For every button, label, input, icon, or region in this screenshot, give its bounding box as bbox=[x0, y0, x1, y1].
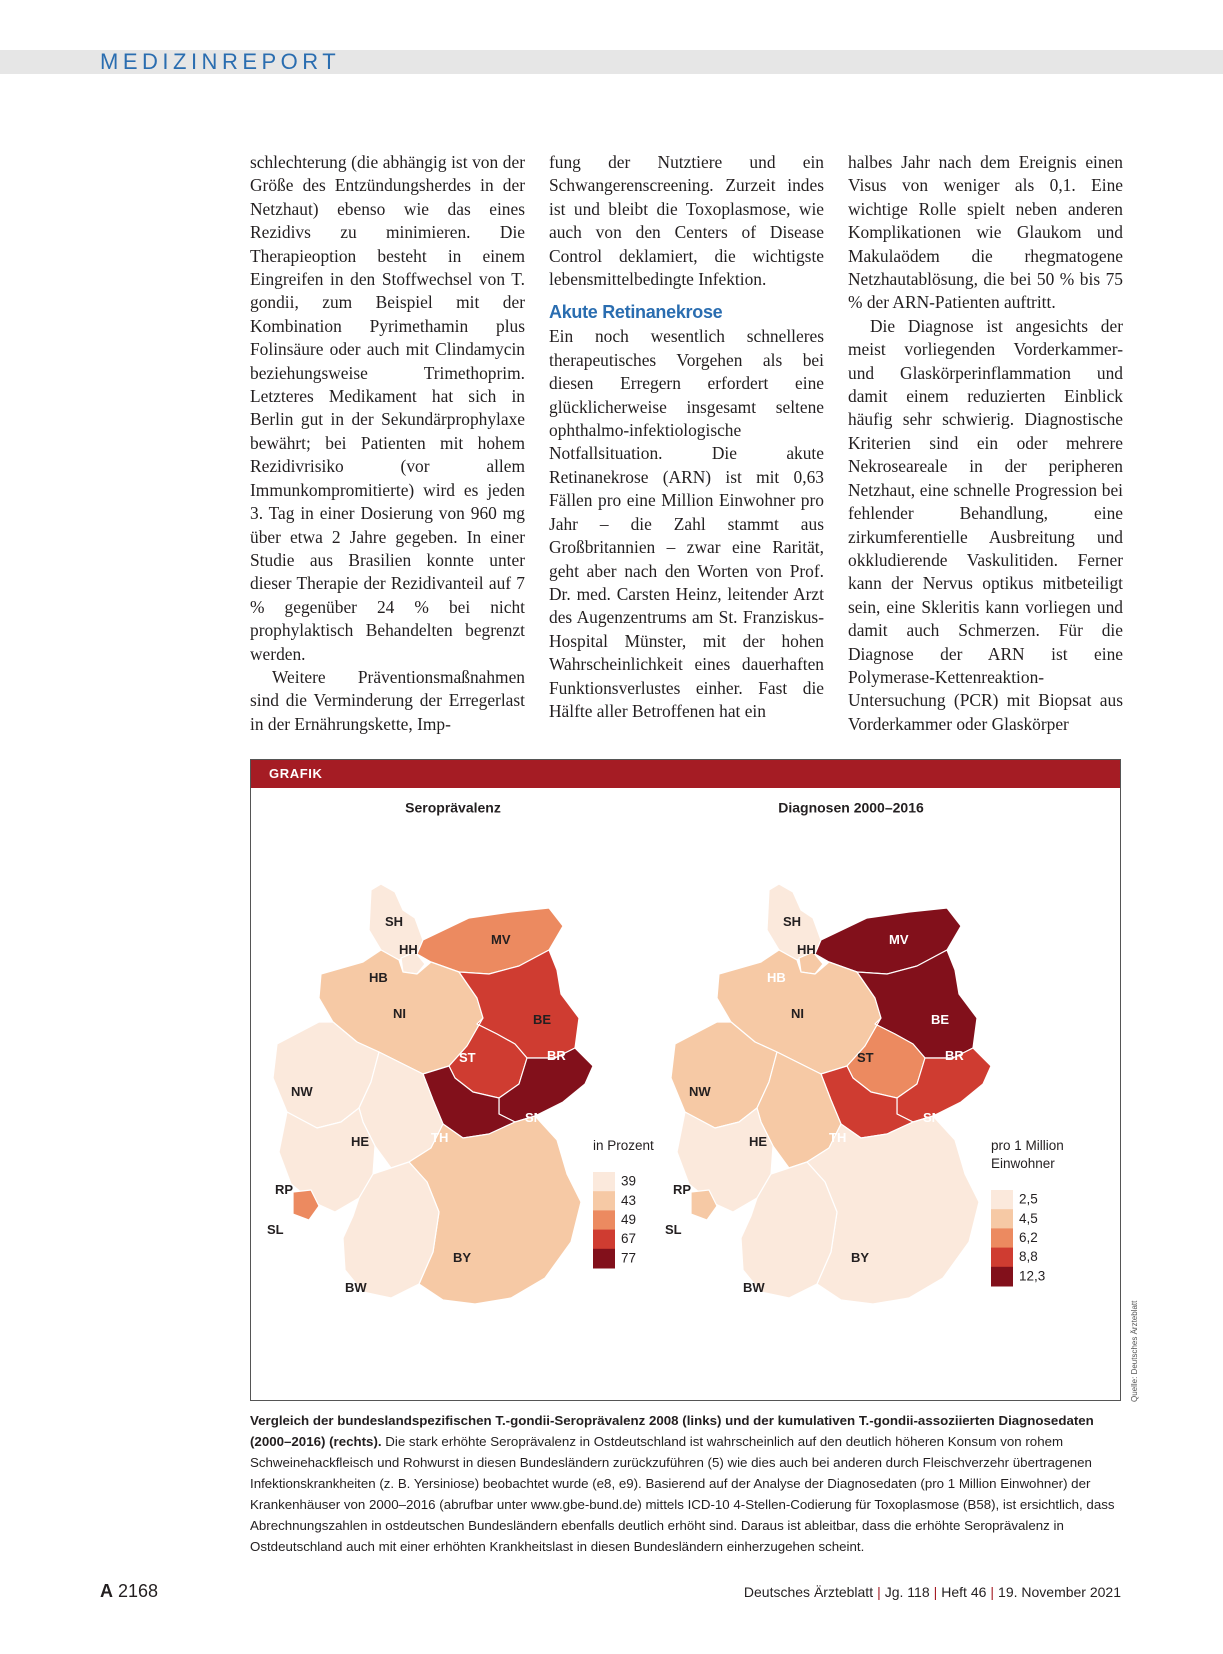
region-label-be: BE bbox=[931, 1012, 950, 1027]
region-label-mv: MV bbox=[889, 932, 909, 947]
region-label-ni: NI bbox=[791, 1006, 804, 1021]
region-label-hh: HH bbox=[399, 942, 418, 957]
legend-title: Einwohner bbox=[991, 1156, 1055, 1171]
figure bbox=[250, 759, 1121, 1401]
region-label-nw: NW bbox=[291, 1084, 313, 1099]
journal-footer: Deutsches Ärzteblatt | Jg. 118 | Heft 46 | 19. November 2021 bbox=[743, 1584, 1121, 1600]
legend-tick: 8,8 bbox=[1019, 1249, 1038, 1265]
legend-tick: 12,3 bbox=[1019, 1268, 1046, 1284]
paragraph: fung der Nutztiere und ein Schwangerenscreening. Zurzeit indes ist und bleibt die Toxoplasmose, wie auch von den Centers of Disease Control deklamiert, die wichtigste lebensmittelbedingte Infektion. bbox=[549, 152, 824, 290]
legend-swatch bbox=[991, 1248, 1013, 1268]
region-label-hb: HB bbox=[369, 970, 388, 985]
paragraph: Die Diagnose ist angesichts der meist vorliegenden Vorderkammer- und Glaskörperinflammation und damit einem reduzierten Einblick häufig sehr schwierig. Diagnostische Kriterien sind ein oder mehrere Nekroseareale in der peripheren Netzhaut, eine schnelle Progression bei fehlender Behandlung, eine zirkumferentielle Ausbreitung und okkludierende Vaskulitiden. Ferner kann der Nervus optikus mitbeteiligt sein, eine Skleritis kann vorliegen und damit auch Schmerzen. Für die Diagnose der ARN ist eine Polymerase-Kettenreaktion-Untersuchung (PCR) mit Biopsat aus Vorderkammer oder Glaskörper bbox=[848, 315, 1123, 734]
legend-swatch bbox=[593, 1210, 615, 1230]
choropleth-maps bbox=[251, 788, 1120, 1400]
map-body bbox=[267, 884, 593, 1304]
region-label-he: HE bbox=[351, 1134, 370, 1149]
source-note: Quelle: Deutsches Ärzteblatt bbox=[1130, 1300, 1139, 1402]
section-label: MEDIZINREPORT bbox=[100, 49, 341, 74]
region-label-hh: HH bbox=[797, 942, 816, 957]
legend-tick: 6,2 bbox=[1019, 1230, 1038, 1245]
legend-tick: 39 bbox=[621, 1173, 637, 1189]
region-label-th: TH bbox=[829, 1130, 847, 1145]
legend-tick: 67 bbox=[621, 1231, 637, 1247]
article-column-2 bbox=[549, 151, 824, 723]
region-label-sl: SL bbox=[665, 1222, 682, 1237]
journal-issue: Heft 46 bbox=[941, 1584, 987, 1600]
map-title: Diagnosen 2000–2016 bbox=[778, 799, 924, 816]
legend-tick: 49 bbox=[621, 1212, 637, 1227]
region-label-sn: SN bbox=[923, 1110, 942, 1125]
region-label-mv: MV bbox=[491, 932, 511, 947]
region-label-ni: NI bbox=[393, 1006, 406, 1021]
region-label-sn: SN bbox=[525, 1110, 544, 1125]
journal-date: 19. November 2021 bbox=[998, 1584, 1121, 1600]
legend-tick: 2,5 bbox=[1019, 1191, 1038, 1207]
region-label-br: BR bbox=[945, 1048, 964, 1063]
page-prefix: A bbox=[100, 1581, 113, 1601]
region-label-st: ST bbox=[857, 1050, 874, 1065]
figure-caption bbox=[250, 1410, 1121, 1557]
map-2 bbox=[665, 799, 1064, 1304]
region-label-be: BE bbox=[533, 1012, 552, 1027]
region-label-bw: BW bbox=[345, 1280, 367, 1295]
region-label-rp: RP bbox=[673, 1182, 692, 1197]
map-legend bbox=[593, 1138, 654, 1269]
legend-title: pro 1 Million bbox=[991, 1138, 1064, 1153]
region-label-sh: SH bbox=[385, 914, 404, 929]
region-label-th: TH bbox=[431, 1130, 449, 1145]
journal-volume: Jg. 118 bbox=[884, 1584, 930, 1600]
legend-tick: 4,5 bbox=[1019, 1210, 1038, 1226]
region-label-hb: HB bbox=[767, 970, 786, 985]
legend-tick: 77 bbox=[621, 1250, 637, 1266]
figure-label: GRAFIK bbox=[269, 766, 323, 781]
page-number bbox=[100, 1581, 158, 1602]
legend-swatch bbox=[991, 1267, 1013, 1287]
region-label-by: BY bbox=[851, 1250, 870, 1265]
page-number-value: 2168 bbox=[118, 1581, 159, 1601]
region-label-by: BY bbox=[453, 1250, 472, 1265]
section-heading: Akute Retinanekrose bbox=[549, 302, 723, 323]
legend-swatch bbox=[593, 1191, 615, 1211]
map-legend bbox=[991, 1138, 1064, 1287]
legend-swatch bbox=[991, 1209, 1013, 1229]
legend-title: in Prozent bbox=[593, 1138, 654, 1153]
caption-bold: Vergleich der bundeslandspezifischen T.-gondii-Seroprävalenz 2008 (links) und der kumulativen T.-gondii-assoziierten Diagnosedaten (2000–2016) (rechts). bbox=[250, 1413, 1094, 1449]
region-label-bw: BW bbox=[743, 1280, 765, 1295]
region-label-nw: NW bbox=[689, 1084, 711, 1099]
region-label-rp: RP bbox=[275, 1182, 294, 1197]
region-label-br: BR bbox=[547, 1048, 566, 1063]
legend-swatch bbox=[991, 1190, 1013, 1210]
paragraph: Weitere Präventionsmaßnahmen sind die Verminderung der Erregerlast in der Ernährungskette, Imp- bbox=[250, 666, 525, 734]
figure-label-bar bbox=[251, 760, 1120, 788]
region-label-st: ST bbox=[459, 1050, 476, 1065]
legend-swatch bbox=[593, 1172, 615, 1192]
paragraph: Ein noch wesentlich schnelleres therapeutisches Vorgehen als bei diesen Erregern erfordert eine glücklicherweise insgesamt seltene ophthalmo-infektiologische Notfallsituation. Die akute Retinanekrose (ARN) ist mit 0,63 Fällen pro eine Million Einwohner pro Jahr – die Zahl stammt aus Großbritannien – zwar eine Rarität, geht aber nach den Worten von Prof. Dr. med. Carsten Heinz, leitender Arzt des Augenzentrums am St. Franziskus-Hospital Münster, mit der hohen Wahrscheinlichkeit eines dauerhaften Funktionsverlustes einher. Fast die Hälfte aller Betroffenen hat ein bbox=[549, 326, 824, 721]
journal-name: Deutsches Ärzteblatt bbox=[743, 1584, 874, 1600]
legend-swatch bbox=[593, 1249, 615, 1269]
region-label-sh: SH bbox=[783, 914, 802, 929]
legend-swatch bbox=[991, 1228, 1013, 1248]
map-1 bbox=[267, 799, 654, 1304]
legend-swatch bbox=[593, 1230, 615, 1250]
map-body bbox=[665, 884, 991, 1304]
article-column-1 bbox=[250, 151, 525, 736]
legend-tick: 43 bbox=[621, 1192, 637, 1208]
map-title: Seroprävalenz bbox=[405, 799, 501, 816]
paragraph: halbes Jahr nach dem Ereignis einen Visus von weniger als 0,1. Eine wichtige Rolle spielt neben anderen Komplikationen wie Glaukom und Makulaödem die rhegmatogene Netzhautablösung, die bei 50 % bis 75 % der ARN-Patienten auftritt. bbox=[848, 152, 1123, 313]
article-column-3 bbox=[848, 151, 1123, 736]
paragraph: schlechterung (die abhängig ist von der Größe des Entzündungsherdes in der Netzhaut) ebenso wie das eines Rezidivs zu minimieren. Die Therapieoption besteht in einem Eingreifen in den Stoffwechsel von T. gondii, zum Beispiel mit der Kombination Pyrimethamin plus Folinsäure oder auch mit Clindamycin beziehungsweise Trimethoprim. Letzteres Medikament hat sich in Berlin gut in der Sekundärprophylaxe bewährt; bei Patienten mit hohem Rezidivrisiko (vor allem Immunkompromitierte) wird es jeden 3. Tag in einer Dosierung von 960 mg über etwa 2 Jahre gegeben. In einer Studie aus Brasilien konnte unter dieser Therapie der Rezidivanteil auf 7 % gegenüber 24 % bei nicht prophylaktisch Behandelten begrenzt werden. bbox=[250, 152, 525, 664]
region-label-sl: SL bbox=[267, 1222, 284, 1237]
region-label-he: HE bbox=[749, 1134, 768, 1149]
caption-text: Die stark erhöhte Seroprävalenz in Ostdeutschland ist wahrscheinlich auf den deutlich höheren Konsum von rohem Schweinehackfleisch und Rohwurst in diesen Bundesländern zurückzuführen (5) wie dies auch bei anderen durch Fleischverzehr übertragenen Infektionskrankheiten (z. B. Yersiniose) beobachtet wurde (e8, e9). Basierend auf der Analyse der Diagnosedaten (pro 1 Million Einwohner) der Krankenhäuser von 2000–2016 (abrufbar unter www.gbe-bund.de) mittels ICD-10 4-Stellen-Codierung für Toxoplasmose (B58), ist ersichtlich, dass Abrechnungszahlen in ostdeutschen Bundesländern ebenfalls deutlich erhöht sind. Daraus ist ableitbar, dass die erhöhte Seroprävalenz in Ostdeutschland auch mit einer erhöhten Krankheitslast in diesen Bundesländern einherzugehen scheint. bbox=[250, 1434, 1115, 1554]
